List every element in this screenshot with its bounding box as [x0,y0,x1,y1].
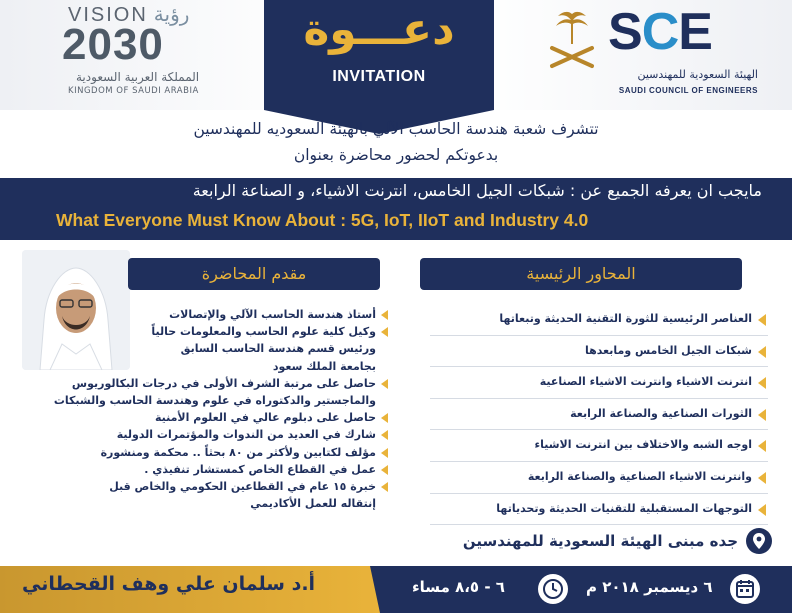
org-name-en: SAUDI COUNCIL OF ENGINEERS [618,86,758,95]
list-item: عمل في القطاع الخاص كمستشار تنفيذي . [40,461,388,478]
lecturer-section-title: مقدم المحاضرة [128,258,380,290]
vision-2030-logo [62,2,212,102]
list-item: الثورات الصناعية والصناعة الرابعة [430,399,768,431]
list-item: مؤلف لكتابين ولأكثر من ٨٠ بحثاً .. محكمة ومنشورة [40,444,388,461]
vision-label-ar: رؤية [153,4,190,26]
footer [0,566,792,613]
list-item: العناصر الرئيسية للثورة التقنية الحديثة وتبعاتها [430,304,768,336]
axes-section-title: المحاور الرئيسية [420,258,742,290]
list-item: شارك في العديد من الندوات والمؤتمرات الدولية [40,426,388,443]
vision-label-en: VISION [68,4,148,26]
list-item: اوجه الشبه والاختلاف بين انترنت الاشياء [430,430,768,462]
location [400,528,780,558]
list-item: وانترنت الاشياء الصناعية والصناعة الرابعة [430,462,768,494]
list-item: خبرة ١٥ عام في القطاعين الحكومي والخاص قبل [40,478,388,495]
sce-wordmark: SCE [608,3,712,61]
event-time: ٦ - ٨،٥ مساء [412,578,505,596]
header [0,0,792,110]
location-pin-icon [746,528,772,554]
axes-list [430,304,768,525]
calendar-icon [730,574,760,604]
list-item: وكيل كلية علوم الحاسب والمعلومات حالياً [40,323,388,340]
topic-ar: مايجب ان يعرفه الجميع عن : شبكات الجيل الخامس، انترنت الاشياء، و الصناعة الرابعة [192,181,762,200]
list-item: ورئيس قسم هندسة الحاسب السابق [180,342,376,356]
lecturer-bio-list [40,306,388,512]
vision-kingdom-ar: المملكة العربية السعودية [76,70,200,84]
location-text: جده مبنى الهيئة السعودية للمهندسين [462,532,738,550]
topic-en [56,210,588,231]
sce-logo [544,4,784,104]
lecturer-name: أ.د سلمان علي وهف القحطاني [22,573,316,595]
list-item: إنتقاله للعمل الأكاديمي [250,497,376,511]
list-item: انترنت الاشياء وانترنت الاشياء الصناعية [430,367,768,399]
list-item: أستاذ هندسة الحاسب الآلي والإتصالات [40,306,388,323]
list-item: حاصل على مرتبة الشرف الأولى في درجات البكالوريوس [40,375,388,392]
list-item: والماجستير والدكتوراه في علوم وهندسة الحاسب والشبكات [53,394,376,408]
topic-en-prefix: What Everyone Must Know About [56,210,336,230]
org-name-ar: الهيئة السعودية للمهندسين [637,68,758,81]
topic-band [0,178,792,240]
topic-en-rest: : 5G, IoT, IIoT and Industry 4.0 [340,210,589,230]
vision-year: 2030 [62,20,164,69]
list-item: حاصل على دبلوم عالي في العلوم الأمنية [40,409,388,426]
list-item: بجامعة الملك سعود [272,359,376,373]
event-date: ٦ ديسمبر ٢٠١٨ م [586,578,713,596]
intro-line-1: تتشرف شعبة هندسة الحاسب الآلي بالهيئة السعوديه للمهندسين [193,120,599,138]
clock-icon [538,574,568,604]
list-item: شبكات الجيل الخامس ومابعدها [430,336,768,368]
intro-line-2: بدعوتكم لحضور محاضرة بعنوان [293,146,499,164]
invitation-title-ar: دعـــوة [303,4,455,55]
list-item: التوجهات المستقبلية للتقنيات الحديثة وتحدياتها [430,494,768,526]
palm-swords-emblem-icon [544,8,600,70]
invitation-title-en: INVITATION [332,68,426,85]
vision-kingdom-en: KINGDOM OF SAUDI ARABIA [68,86,199,96]
invitation-ribbon [264,0,494,110]
